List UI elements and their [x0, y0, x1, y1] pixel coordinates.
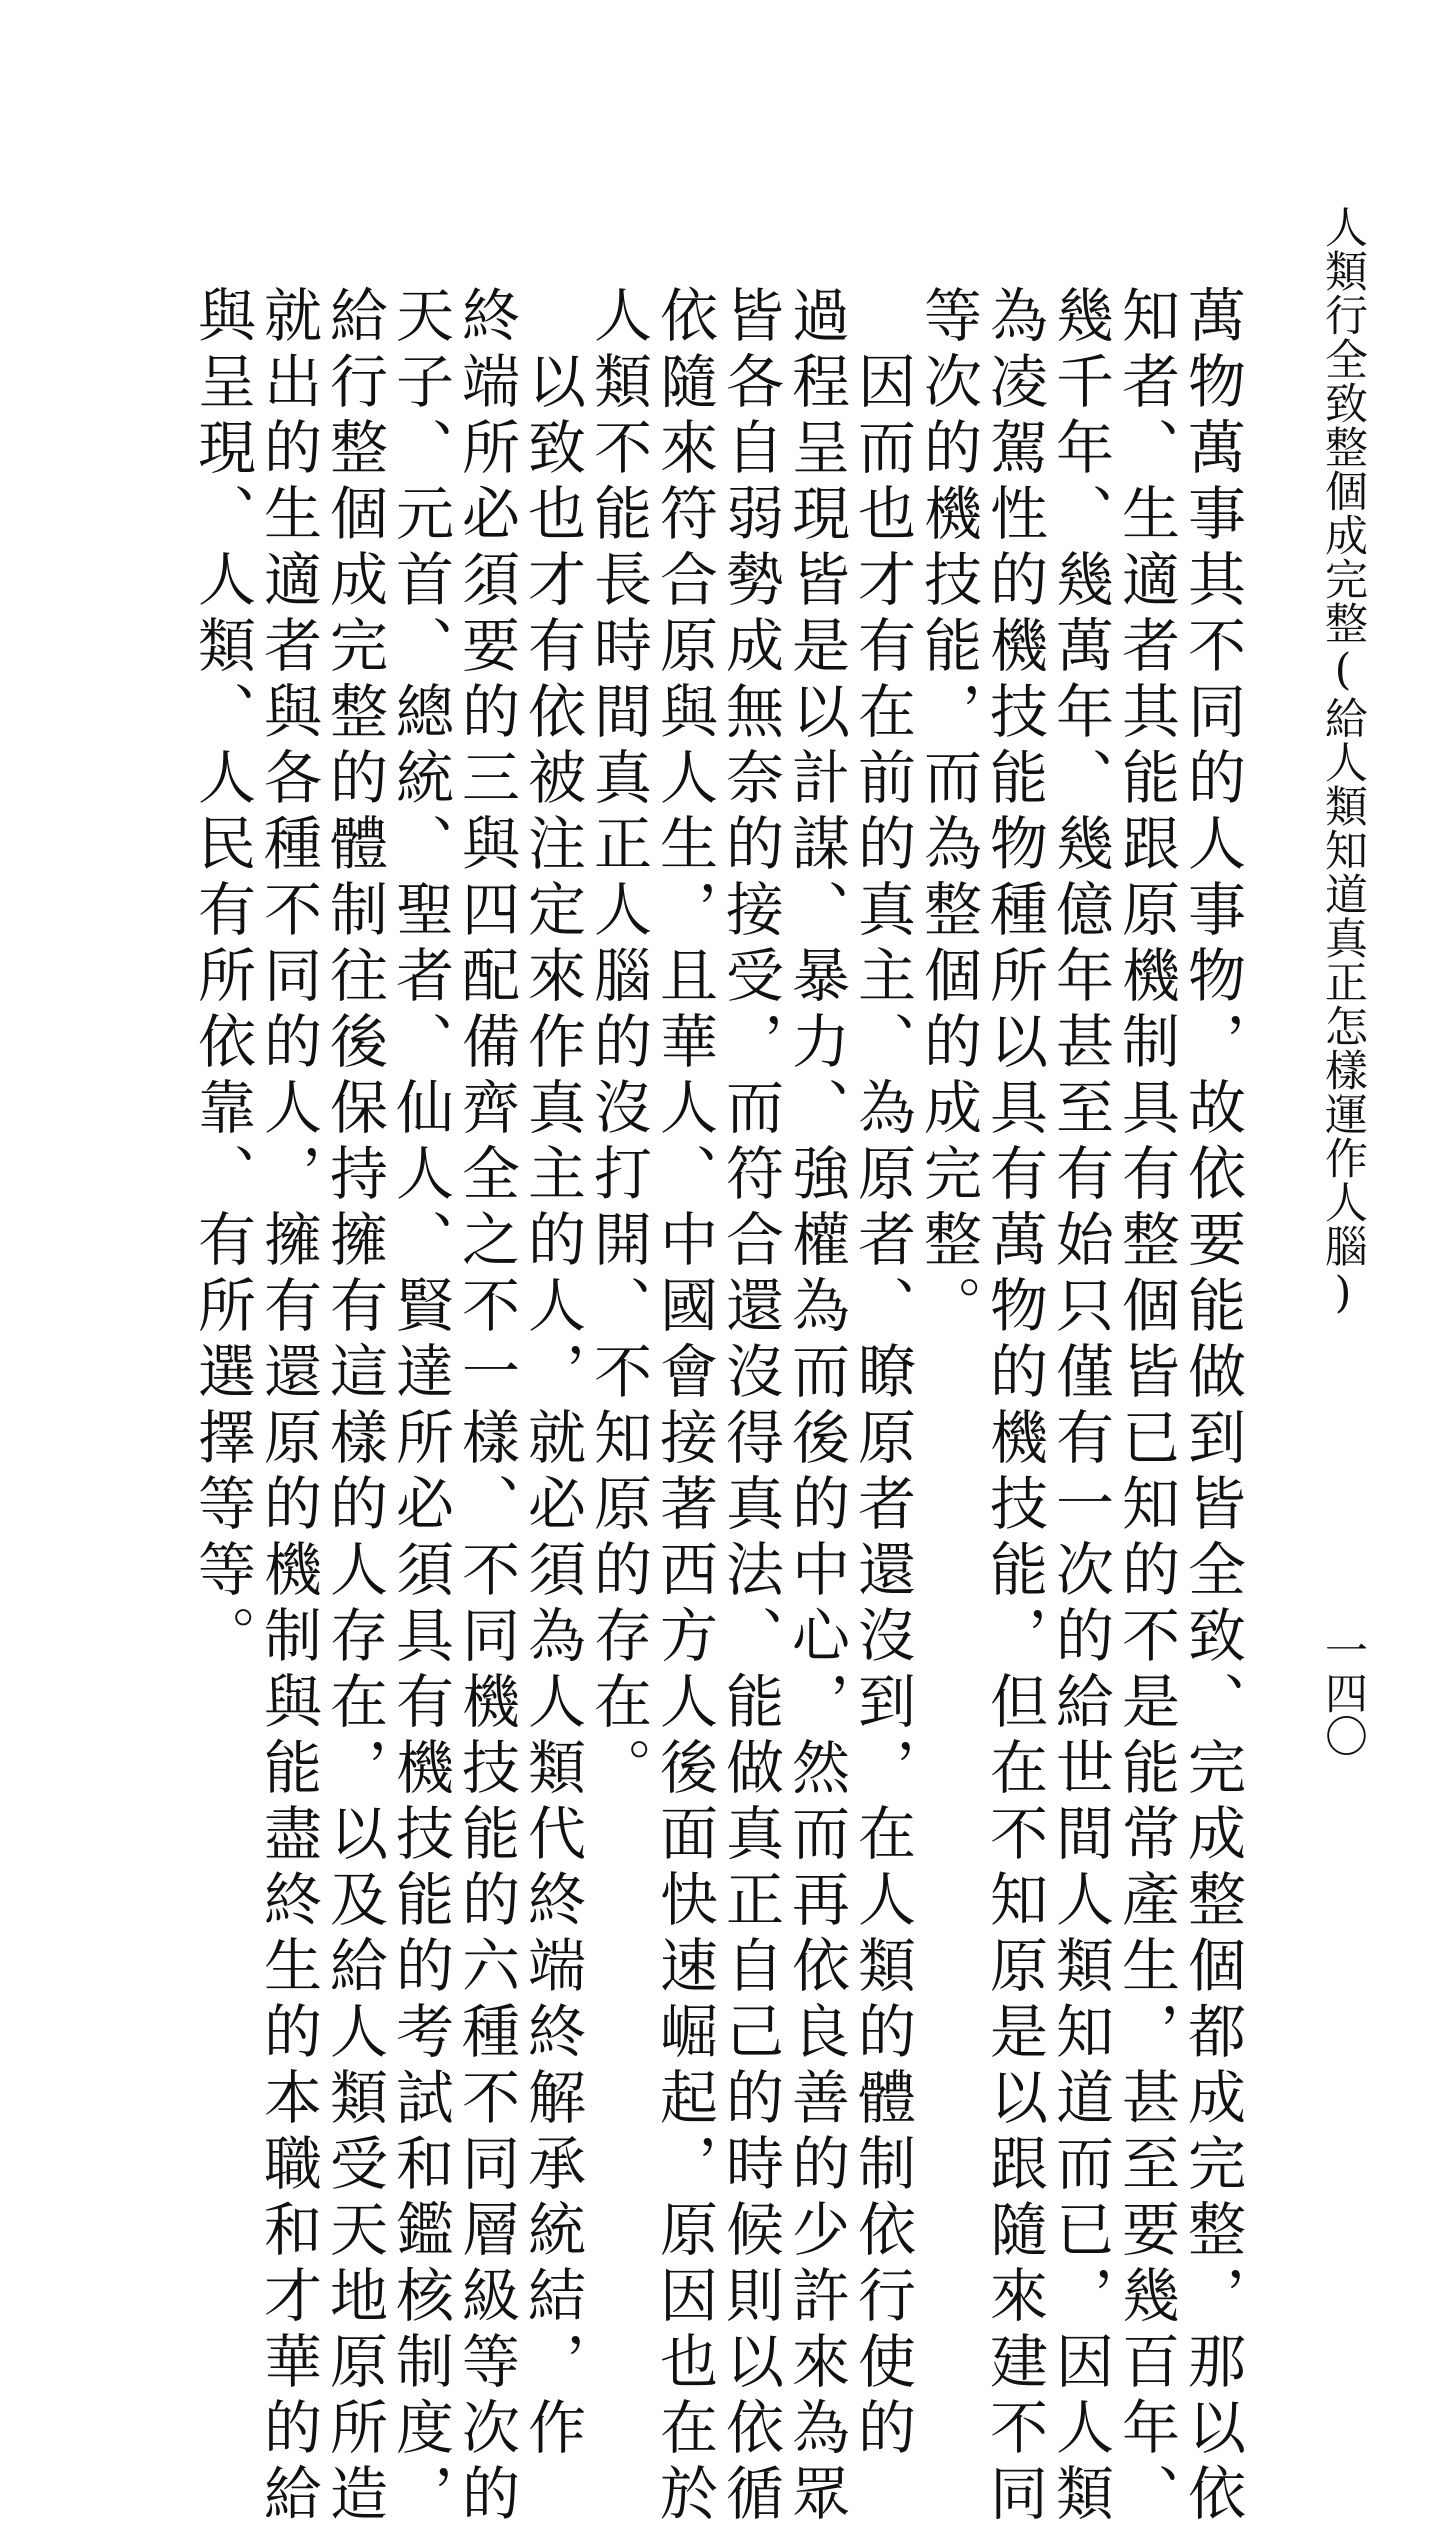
text-column: 人類不能長時間真正人腦的沒打開、不知原的存在。 [584, 285, 652, 1803]
text-column: 萬物萬事其不同的人事物，故依要能做到皆全致、完成整個都成完整，那以依 [1178, 285, 1246, 2529]
text-column: 等次的機技能，而為整個的成完整。 [914, 285, 982, 1341]
text-column: 給行整個成完整的體制往後保持擁有這樣的人存在，以及給人類受天地原所造 [320, 285, 388, 2529]
text-column: 終端所必須要的三與四配備齊全之不一樣、不同機技能的六種不同層級等次的 [452, 285, 520, 2529]
text-column: 就出的生適者與各種不同的人，擁有還原的機制與能盡終生的本職和才華的給 [254, 285, 322, 2529]
text-column: 天子、元首、總統、聖者、仙人、賢達所必須具有機技能的考試和鑑核制度， [386, 285, 454, 2529]
text-column: 依隨來符合原與人生，且華人、中國會接著西方人後面快速崛起，原因也在於 [650, 285, 718, 2529]
text-column: 與呈現、人類、人民有所依靠、有所選擇等等。 [188, 285, 256, 1671]
text-column: 為凌駕性的機技能物種所以具有萬物的機技能，但在不知原是以跟隨來建不同 [980, 285, 1048, 2529]
text-column: 幾千年、幾萬年、幾億年甚至有始只僅有一次的給世間人類知道而已，因人類 [1046, 285, 1114, 2529]
page-number: 一四〇 [1318, 1628, 1368, 1757]
text-column: 知者、生適者其能跟原機制具有整個皆已知的不是能常產生，甚至要幾百年、 [1112, 285, 1180, 2529]
text-column: 過程呈現皆是以計謀、暴力、強權為而後的中心，然而再依良善的少許來為眾 [782, 285, 850, 2529]
body-text [188, 285, 1246, 2529]
text-column: 以致也才有依被注定來作真主的人，就必須為人類代終端終解承統結，作 [518, 285, 586, 2463]
text-column: 因而也才有在前的真主、為原者、瞭原者還沒到，在人類的體制依行使的 [848, 285, 916, 2463]
running-head: 人類行全致整個成完整(給人類知道真正怎樣運作人腦) [1318, 205, 1368, 1319]
text-column: 皆各自弱勢成無奈的接受，而符合還沒得真法、能做真正自己的時候則以依循 [716, 285, 784, 2529]
